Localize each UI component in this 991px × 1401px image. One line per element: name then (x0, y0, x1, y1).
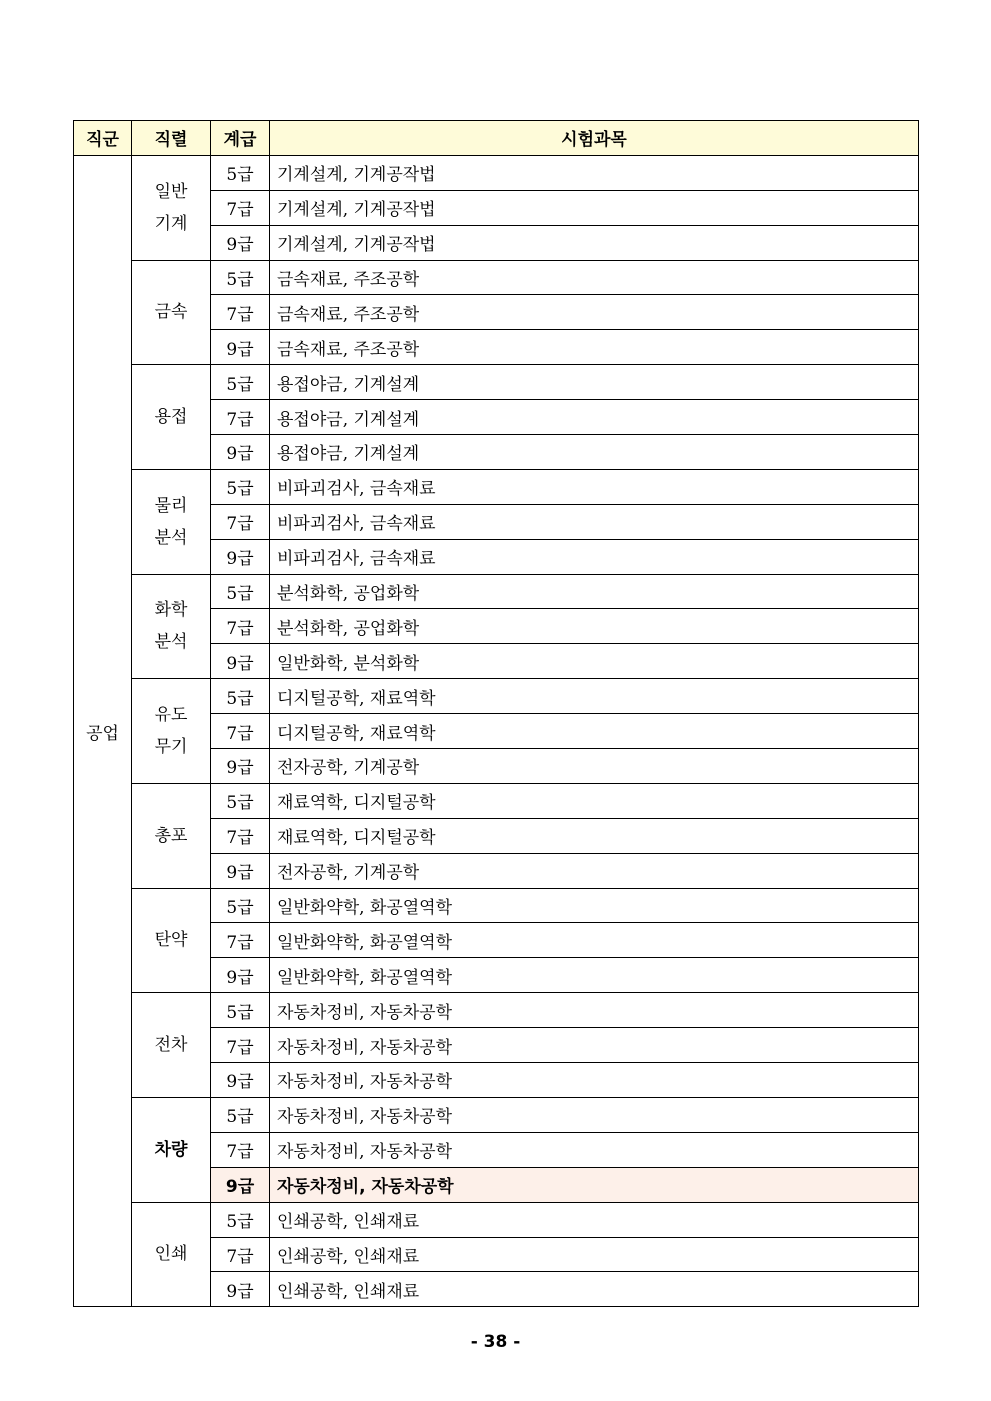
series-name-line: 분석 (154, 632, 188, 653)
grade-cell: 9급 (211, 958, 270, 993)
header-grade: 계급 (211, 121, 270, 156)
grade-cell: 9급 (211, 1063, 270, 1098)
subjects-cell: 일반화약학, 화공열역학 (270, 923, 919, 958)
series-cell (132, 574, 211, 679)
series-name-line: 전차 (154, 1035, 188, 1056)
series-name-line: 유도 (154, 705, 188, 726)
exam-subjects-table (73, 120, 919, 1307)
grade-cell: 5급 (211, 260, 270, 295)
series-name-line: 차량 (154, 1139, 188, 1160)
subjects-cell: 재료역학, 디지털공학 (270, 783, 919, 818)
subjects-cell: 전자공학, 기계공학 (270, 749, 919, 784)
series-cell (132, 365, 211, 470)
group-cell: 공업 (74, 155, 132, 1306)
subjects-cell: 자동차정비, 자동차공학 (270, 1097, 919, 1132)
header-group: 직군 (74, 121, 132, 156)
header-series: 직렬 (132, 121, 211, 156)
grade-cell: 7급 (211, 190, 270, 225)
grade-cell: 9급 (211, 435, 270, 470)
subjects-cell: 비파괴검사, 금속재료 (270, 539, 919, 574)
grade-cell: 7급 (211, 923, 270, 958)
series-name-line: 용접 (154, 407, 188, 428)
subjects-cell: 디지털공학, 재료역학 (270, 714, 919, 749)
grade-cell: 7급 (211, 609, 270, 644)
table-row (74, 993, 919, 1028)
series-cell (132, 260, 211, 365)
series-cell (132, 1202, 211, 1307)
subjects-cell: 금속재료, 주조공학 (270, 330, 919, 365)
grade-cell: 9급 (211, 225, 270, 260)
grade-cell: 7급 (211, 295, 270, 330)
series-cell (132, 1097, 211, 1202)
table-body (74, 155, 919, 1306)
table-row (74, 365, 919, 400)
subjects-cell: 일반화약학, 화공열역학 (270, 888, 919, 923)
subjects-cell: 금속재료, 주조공학 (270, 295, 919, 330)
subjects-cell: 용접야금, 기계설계 (270, 435, 919, 470)
table-row (74, 1202, 919, 1237)
header-subjects: 시험과목 (270, 121, 919, 156)
series-name-line: 총포 (154, 825, 188, 846)
grade-cell: 9급 (211, 1272, 270, 1307)
grade-cell: 5급 (211, 1202, 270, 1237)
grade-cell: 5급 (211, 365, 270, 400)
series-name-line: 화학 (154, 600, 188, 621)
grade-cell: 5급 (211, 469, 270, 504)
subjects-cell: 전자공학, 기계공학 (270, 853, 919, 888)
subjects-cell: 인쇄공학, 인쇄재료 (270, 1272, 919, 1307)
grade-cell: 7급 (211, 400, 270, 435)
subjects-cell: 인쇄공학, 인쇄재료 (270, 1202, 919, 1237)
subjects-cell: 분석화학, 공업화학 (270, 574, 919, 609)
subjects-cell: 자동차정비, 자동차공학 (270, 1167, 919, 1202)
series-cell (132, 993, 211, 1098)
grade-cell: 7급 (211, 714, 270, 749)
series-cell (132, 783, 211, 888)
subjects-cell: 금속재료, 주조공학 (270, 260, 919, 295)
header-row (74, 121, 919, 156)
subjects-cell: 인쇄공학, 인쇄재료 (270, 1237, 919, 1272)
series-cell (132, 155, 211, 260)
series-name-line: 탄약 (154, 930, 188, 951)
grade-cell: 9급 (211, 749, 270, 784)
series-cell (132, 679, 211, 784)
series-name-line: 기계 (154, 213, 188, 234)
grade-cell: 9급 (211, 853, 270, 888)
series-name-line: 인쇄 (154, 1244, 188, 1265)
series-name-line: 분석 (154, 527, 188, 548)
grade-cell: 9급 (211, 330, 270, 365)
subjects-cell: 비파괴검사, 금속재료 (270, 469, 919, 504)
subjects-cell: 일반화약학, 화공열역학 (270, 958, 919, 993)
grade-cell: 7급 (211, 1132, 270, 1167)
page-number: - 38 - (470, 1332, 521, 1352)
series-name-line: 물리 (154, 495, 188, 516)
subjects-cell: 자동차정비, 자동차공학 (270, 1028, 919, 1063)
grade-cell: 9급 (211, 539, 270, 574)
table-row (74, 783, 919, 818)
grade-cell: 5급 (211, 155, 270, 190)
subjects-cell: 기계설계, 기계공작법 (270, 190, 919, 225)
table-row (74, 469, 919, 504)
grade-cell: 7급 (211, 1237, 270, 1272)
grade-cell: 5급 (211, 1097, 270, 1132)
subjects-cell: 자동차정비, 자동차공학 (270, 1132, 919, 1167)
subjects-cell: 디지털공학, 재료역학 (270, 679, 919, 714)
series-name-line: 일반 (154, 181, 188, 202)
table-row (74, 1097, 919, 1132)
subjects-cell: 분석화학, 공업화학 (270, 609, 919, 644)
grade-cell: 7급 (211, 1028, 270, 1063)
subjects-cell: 재료역학, 디지털공학 (270, 818, 919, 853)
table-row (74, 679, 919, 714)
subjects-cell: 비파괴검사, 금속재료 (270, 504, 919, 539)
table-row (74, 260, 919, 295)
subjects-cell: 자동차정비, 자동차공학 (270, 993, 919, 1028)
series-cell (132, 888, 211, 993)
grade-cell: 9급 (211, 1167, 270, 1202)
series-name-line: 무기 (154, 737, 188, 758)
grade-cell: 5급 (211, 679, 270, 714)
series-name-line: 금속 (154, 302, 188, 323)
subjects-cell: 기계설계, 기계공작법 (270, 225, 919, 260)
subjects-cell: 기계설계, 기계공작법 (270, 155, 919, 190)
table-row (74, 888, 919, 923)
table-row (74, 574, 919, 609)
subjects-cell: 자동차정비, 자동차공학 (270, 1063, 919, 1098)
grade-cell: 5급 (211, 574, 270, 609)
grade-cell: 7급 (211, 504, 270, 539)
subjects-cell: 용접야금, 기계설계 (270, 400, 919, 435)
grade-cell: 5급 (211, 888, 270, 923)
grade-cell: 5급 (211, 993, 270, 1028)
grade-cell: 5급 (211, 783, 270, 818)
grade-cell: 7급 (211, 818, 270, 853)
subjects-cell: 일반화학, 분석화학 (270, 644, 919, 679)
subjects-cell: 용접야금, 기계설계 (270, 365, 919, 400)
table-row (74, 155, 919, 190)
series-cell (132, 469, 211, 574)
grade-cell: 9급 (211, 644, 270, 679)
